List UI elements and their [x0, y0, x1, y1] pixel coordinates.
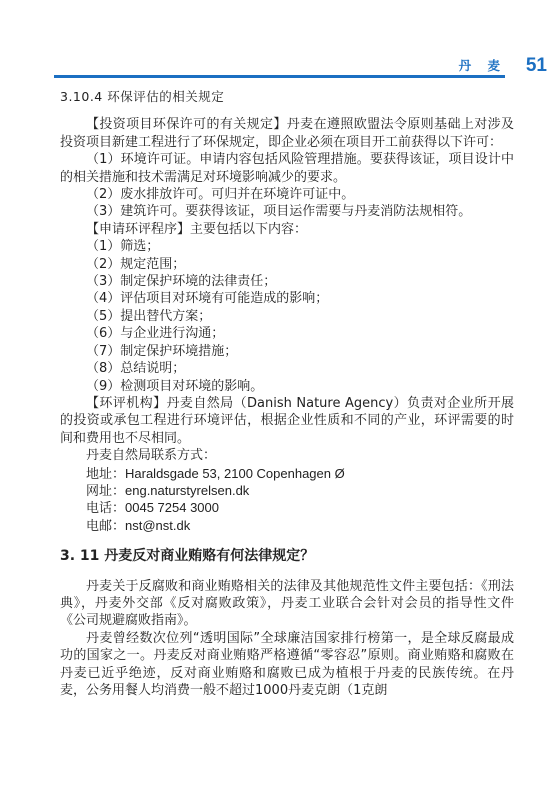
section-title-3-11: 3. 11 丹麦反对商业贿赂有何法律规定？ — [60, 548, 315, 565]
list-item: （6）与企业进行沟通； — [86, 326, 225, 342]
paragraph: （3）建筑许可。要获得该证，项目运作需要与丹麦消防法规相符。 — [86, 204, 472, 220]
list-item: （1）筛选； — [86, 239, 160, 255]
list-item: （2）规定范围； — [86, 256, 186, 272]
list-item: （3）制定保护环境的法律责任； — [86, 274, 277, 290]
contact-phone: 电话：0045 7254 3000 — [86, 500, 219, 516]
header-rule — [54, 75, 505, 78]
paragraph: 丹麦曾经数次位列“透明国际”全球廉洁国家排行榜第一，是全球反腐最成功的国家之一。丹麦反对商业贿赂严格遵循“零容忍”原则。商业贿赂和腐败在丹麦已近乎绝迹，反对商业贿赂和腐败已成为植根于丹麦的民族传统。在丹麦，公务用餐人均消费一般不超过1000丹麦克朗（1克朗 — [60, 630, 514, 698]
paragraph: （2）废水排放许可。可归并在环境许可证中。 — [86, 187, 355, 203]
page-body — [60, 88, 514, 699]
contact-email: 电邮：nst@nst.dk — [86, 517, 191, 533]
paragraph: （1）环境许可证。申请内容包括风险管理措施。要获得该证，项目设计中的相关措施和技术需满足对环境影响减少的要求。 — [60, 152, 514, 185]
contact-title: 丹麦自然局联系方式： — [86, 448, 217, 464]
paragraph: 【投资项目环保许可的有关规定】丹麦在遵照欧盟法令原则基础上对涉及投资项目新建工程进行了环保规定，即企业必须在项目开工前获得以下许可： — [60, 117, 514, 150]
list-item: （7）制定保护环境措施； — [86, 343, 238, 359]
list-item: （9）检测项目对环境的影响。 — [86, 378, 264, 394]
list-item: （4）评估项目对环境有可能造成的影响； — [86, 291, 329, 307]
paragraph: 【申请环评程序】主要包括以下内容： — [86, 221, 308, 237]
section-gap — [60, 534, 514, 548]
contact-address: 地址：Haraldsgade 53, 2100 Copenhagen Ø — [86, 465, 345, 481]
page-number: 51 — [525, 55, 547, 76]
paragraph: 丹麦关于反腐败和商业贿赂相关的法律及其他规范性文件主要包括：《刑法典》，丹麦外交部《反对腐败政策》，丹麦工业联合会针对会员的指导性文件《公司规避腐败指南》。 — [60, 578, 514, 629]
list-item: （5）提出替代方案； — [86, 308, 212, 324]
running-header-country: 丹 麦 — [458, 58, 506, 73]
section-title-3-10-4: 3.10.4 环保评估的相关规定 — [60, 89, 225, 104]
list-item: （8）总结说明； — [86, 361, 186, 377]
paragraph: 【环评机构】丹麦自然局（Danish Nature Agency）负责对企业所开展的投资或承包工程进行环境评估，根据企业性质和不同的产业，环评需要的时间和费用也不尽相同。 — [60, 395, 514, 446]
contact-website: 网址：eng.naturstyrelsen.dk — [86, 482, 250, 498]
